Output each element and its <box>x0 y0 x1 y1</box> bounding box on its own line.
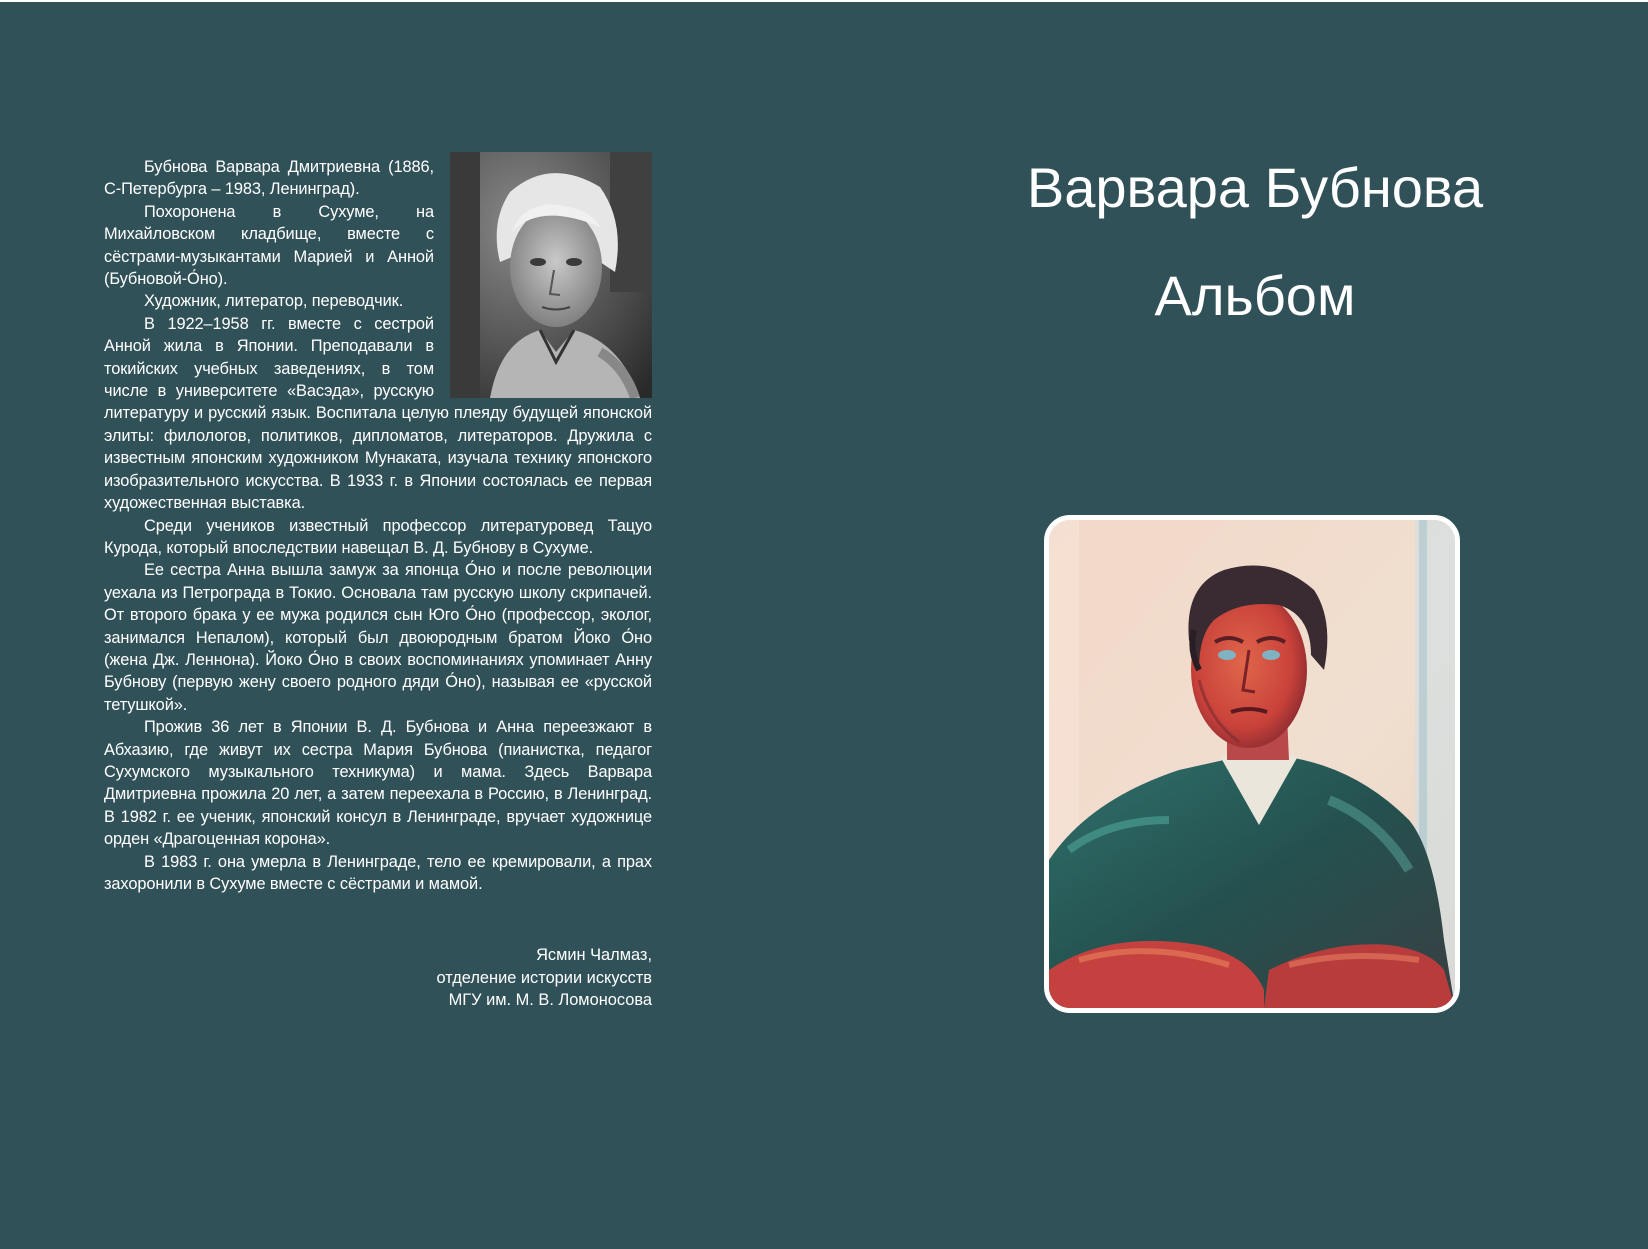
bio-paragraph: Похоронена в Сухуме, на Михайловском кладбище, вместе с сёстрами-музыкантами Марией и Анной (Бубновой-О́но). <box>104 202 434 289</box>
author-photo <box>450 152 652 398</box>
bio-paragraph: Среди учеников известный профессор литературовед Тацуо Курода, который впоследствии навещал В. Д. Бубнову в Сухуме. <box>104 516 652 557</box>
bio-paragraph: В 1922–1958 гг. вместе с сестрой Анной жила в Японии. Преподавали в токийских учебных заведениях, в том числе в университете «Васэда», русскую литературу и русский язык. Воспитала целую плеяду будущей японской элиты: филологов, политиков, дипломатов, литераторов. Дружила с известным японским художником Мунаката, изучала технику японского изобразительного искусства. В 1933 г. в Японии состоялась ее первая художественная выставка. <box>104 314 652 513</box>
bio-paragraph: В 1983 г. она умерла в Ленинграде, тело ее кремировали, а прах захоронили в Сухуме вместе с сёстрами и мамой. <box>104 852 652 893</box>
book-title: Варвара Бубнова <box>1026 156 1484 219</box>
cover-painting <box>1044 515 1460 1013</box>
biography-text <box>104 156 652 895</box>
book-subtitle: Альбом <box>1154 264 1356 327</box>
bio-paragraph: Бубнова Варвара Дмитриевна (1886, С-Петербурга – 1983, Ленинград). <box>104 158 434 199</box>
bio-paragraph: Художник, литератор, переводчик. <box>144 292 404 311</box>
credit-line: отделение истории искусств <box>436 968 652 987</box>
credit-line: Ясмин Чалмаз, <box>536 946 652 964</box>
bio-paragraph: Ее сестра Анна вышла замуж за японца О́но и после революции уехала из Петрограда в Токио. Основала там русскую школу скрипачей. От второго брака у ее мужа родился сын Юго О́но (профессор, эколог, занимался Непалом), который был двоюродным братом Йоко О́но (жена Дж. Леннона). Йоко О́но в своих воспоминаниях упоминает Анну Бубнову (первую жену своего родного дяди О́но), называя ее «русской тетушкой». <box>104 561 652 714</box>
credit-line: МГУ им. М. В. Ломоносова <box>448 991 652 1010</box>
top-edge-line <box>0 0 1648 2</box>
bio-paragraph: Прожив 36 лет в Японии В. Д. Бубнова и Анна переезжают в Абхазию, где живут их сестра Мария Бубнова (пианистка, педагог Сухумского музыкального техникума) и мама. Здесь Варвара Дмитриевна прожила 20 лет, а затем переехала в Россию, в Ленинград. В 1982 г. ее ученик, японский консул в Ленинграде, вручает художнице орден «Драгоценная корона». <box>104 718 652 849</box>
author-credit <box>352 944 652 1012</box>
